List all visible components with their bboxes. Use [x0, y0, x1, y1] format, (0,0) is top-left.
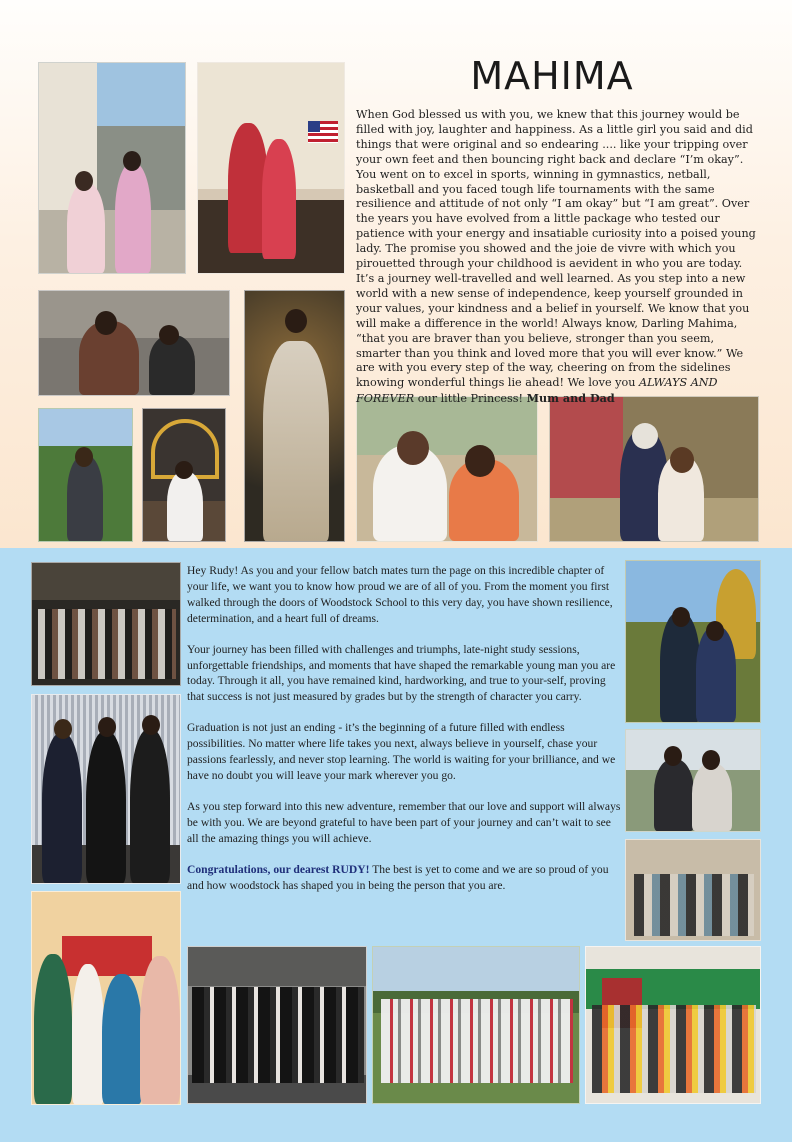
photo-dorm-celebration — [585, 946, 761, 1104]
photo-two-boys-railing — [625, 729, 761, 832]
rudy-paragraph-3: Graduation is not just an ending - it’s the beginning of a future filled with endless possibilities. No matter where life takes you next, always believe in yourself, chase your passions fearlessly, and never stop learning. The world is waiting for your brilliance, and we have no doubt you will leave your mark wherever you go. — [187, 721, 616, 782]
mahima-message-end: our little Princess! — [414, 392, 527, 406]
photo-girl-park — [38, 408, 133, 542]
photo-three-boys-suits — [31, 694, 181, 884]
page-title: MAHIMA — [470, 54, 634, 98]
rudy-closing-text: The best is yet to come and we are so proud of you and how woodstock has shaped you in being the person that you are. — [187, 862, 609, 892]
mahima-emphasis: ALWAYS AND FOREVER — [356, 376, 718, 406]
photo-family-street — [38, 62, 186, 274]
mahima-message-body: When God blessed us with you, we knew that this journey would be filled with joy, laughter and happiness. As a little girl you said and did things that were original and so endearing .... like your tripping over your own feet and then bouncing right back and declare “I’m okay”. You went on to excel in sports, winning in gymnastics, netball, basketball and you faced tough life tournaments with the same resilience and attitude of not only “I am okay” but “I am great”. Over the years you have evolved from a little package who tested our patience with your energy and insatiable curiosity into a poised young lady. The promise you showed and the joie de vivre with which you pirouetted through your childhood is aevident in who you are today. It’s a journey well-travelled and well learned. As you step into a new world with a new sense of independence, keep yourself grounded in your values, your kindness and a belief in yourself. We know that you will make a difference in the world! Always know, Darling Mahima, “that you are braver than you believe, stronger than you seem, smarter than you think and loved more that you will ever know.” We are with you every step of the way, cheering on from the sidelines knowing wonderful things lie ahead! We love you — [356, 108, 756, 390]
mahima-message — [356, 108, 760, 407]
photo-girls-restaurant — [38, 290, 230, 396]
rudy-closing — [187, 862, 623, 894]
photo-batch-group — [31, 562, 181, 686]
photo-girl-lehenga — [244, 290, 345, 542]
photo-kids-flags — [197, 62, 345, 274]
rudy-congrats: Congratulations, our dearest RUDY! — [187, 862, 370, 876]
photo-friends-room — [625, 839, 761, 941]
rudy-paragraph-1: Hey Rudy! As you and your fellow batch mates turn the page on this incredible chapter of your life, we want you to know how proud we are of all of you. From the moment you first walked through the doors of Woodstock School to this very day, you have shown resilience, determination, and a heart full of dreams. — [187, 564, 613, 625]
photo-formal-group — [187, 946, 367, 1104]
photo-boys-kurtas — [31, 891, 181, 1105]
rudy-message — [187, 563, 623, 908]
photo-father-daughter-selfie — [356, 396, 538, 542]
rudy-paragraph-2: Your journey has been filled with challenges and triumphs, late-night study sessions, unforgettable friendships, and moments that have shaped the remarkable young man you are today. Through it all, you have remained kind, hardworking, and true to your-self, proving that success is not just measured by grades but by the strength of character you carry. — [187, 642, 616, 704]
mahima-signature: Mum and Dad — [526, 391, 615, 406]
photo-sports-team — [372, 946, 580, 1104]
rudy-paragraph-4: As you step forward into this new adventure, remember that our love and support will always be with you. We are beyond grateful to have been part of your journey and can’t wait to see all the amazing things you will achieve. — [187, 799, 621, 845]
photo-kids-hugging — [549, 396, 759, 542]
photo-mother-son — [625, 560, 761, 723]
photo-girl-archway — [142, 408, 226, 542]
